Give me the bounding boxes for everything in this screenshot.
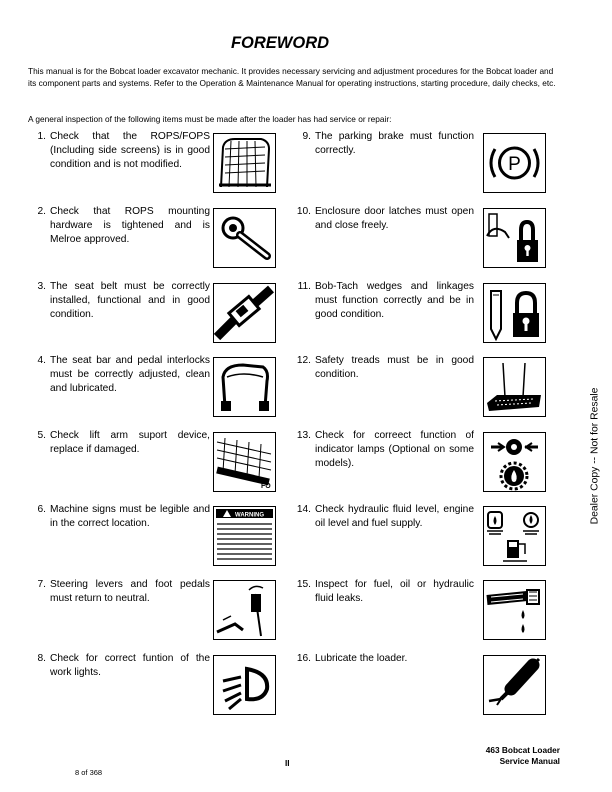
- bob-tach-lock-icon: [483, 283, 546, 343]
- item-text: Steering levers and foot pedals must return to neutral.: [50, 579, 210, 605]
- item-number: 13.: [296, 430, 311, 441]
- page-number: II: [285, 758, 290, 768]
- item-number: 3.: [37, 281, 46, 292]
- wrench-icon: [213, 208, 276, 268]
- svg-text:FO: FO: [261, 483, 271, 490]
- item-number: 2.: [37, 206, 46, 217]
- seat-bar-icon: [213, 357, 276, 417]
- watermark-text: Dealer Copy -- Not for Resale: [589, 387, 601, 525]
- item-number: 12.: [296, 355, 311, 366]
- item-number: 16.: [296, 653, 311, 664]
- indicator-lamps-icon: [483, 432, 546, 492]
- item-text: Safety treads must be in good condition.: [315, 355, 474, 381]
- item-text: Check that ROPS mounting hardware is tightened and is Melroe approved.: [50, 206, 210, 246]
- item-text: Enclosure door latches must open and close freely.: [315, 206, 474, 232]
- item-text: Machine signs must be legible and in the correct location.: [50, 504, 210, 530]
- item-number: 4.: [37, 355, 46, 366]
- page-count: 8 of 368: [75, 768, 103, 777]
- seat-belt-icon: [213, 283, 276, 343]
- work-light-icon: [213, 655, 276, 715]
- parking-brake-icon: [483, 133, 546, 193]
- rops-icon: [213, 133, 276, 193]
- fluid-leak-icon: [483, 580, 546, 640]
- item-text: Check for correct funtion of the work lights.: [50, 653, 210, 679]
- safety-tread-icon: [483, 357, 546, 417]
- warning-label: WARNING: [235, 512, 264, 519]
- footer-title: [486, 745, 560, 767]
- item-text: Check hydraulic fluid level, engine oil level and fuel supply.: [315, 504, 474, 530]
- item-text: The seat belt must be correctly installed, functional and in good condition.: [50, 281, 210, 321]
- item-number: 8.: [37, 653, 46, 664]
- lift-arm-support-icon: [213, 432, 276, 492]
- item-number: 1.: [37, 131, 46, 142]
- fluid-levels-icon: [483, 506, 546, 566]
- warning-sign-icon: [213, 506, 276, 566]
- item-number: 11.: [297, 281, 311, 292]
- item-number: 7.: [37, 579, 46, 590]
- footer-model: 463 Bobcat Loader: [485, 745, 560, 755]
- inspection-intro: A general inspection of the following items must be made after the loader has had service or repair:: [28, 114, 392, 124]
- page-title: FOREWORD: [230, 34, 330, 52]
- grease-gun-icon: [483, 655, 546, 715]
- item-text: Check for correect function of indicator lamps (Optional on some models).: [315, 430, 474, 470]
- door-latch-lock-icon: [483, 208, 546, 268]
- item-text: Inspect for fuel, oil or hydraulic fluid leaks.: [315, 579, 474, 605]
- item-text: The parking brake must function correctly.: [315, 131, 474, 157]
- steering-levers-icon: [213, 580, 276, 640]
- item-number: 14.: [296, 504, 311, 515]
- svg-text:P: P: [508, 154, 521, 175]
- item-text: Lubricate the loader.: [315, 653, 408, 664]
- item-number: 10.: [296, 206, 311, 217]
- item-text: Check that the ROPS/FOPS (Including side screens) is in good condition and is not modified.: [50, 131, 210, 171]
- item-text: Check lift arm suport device, replace if damaged.: [50, 430, 210, 456]
- item-number: 5.: [37, 430, 46, 441]
- item-text: The seat bar and pedal interlocks must be correctly adjusted, clean and lubricated.: [50, 355, 210, 395]
- item-number: 15.: [296, 579, 311, 590]
- item-number: 9.: [302, 131, 311, 142]
- footer-manual: Service Manual: [499, 756, 560, 766]
- dealer-copy-watermark: [580, 306, 610, 606]
- item-text: Bob-Tach wedges and linkages must function correctly and be in good condition.: [315, 281, 474, 321]
- item-number: 6.: [37, 504, 46, 515]
- intro-paragraph: This manual is for the Bobcat loader excavator mechanic. It provides necessary servicing and adjustment procedures for the Bobcat loader and its component parts and systems. Refer to the Operation & Maintenance Manual for operating instructions, starting procedure, daily checks, etc.: [28, 66, 556, 88]
